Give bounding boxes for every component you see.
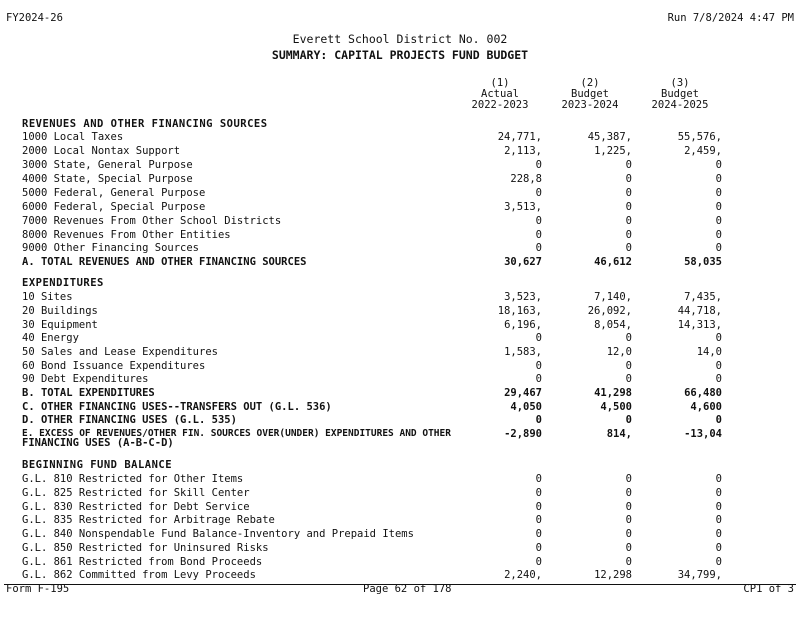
value-budget-prior: 0 xyxy=(625,242,632,254)
value-budget-current: 0 xyxy=(715,414,722,426)
value-actual: 24,771, xyxy=(497,131,542,143)
value-budget-current: 0 xyxy=(715,187,722,199)
column-type: Actual xyxy=(481,88,519,100)
value-actual: 0 xyxy=(535,528,542,540)
value-actual: 6,196, xyxy=(504,319,542,331)
row-label: B. TOTAL EXPENDITURES xyxy=(22,387,155,399)
value-budget-current: 34,799, xyxy=(677,569,722,581)
value-budget-current: 0 xyxy=(715,473,722,485)
value-budget-current: 7,435, xyxy=(684,291,722,303)
value-actual: 0 xyxy=(535,229,542,241)
value-budget-prior: 26,092, xyxy=(587,305,632,317)
section-title-fund-balance: BEGINNING FUND BALANCE xyxy=(22,459,173,471)
value-actual: 2,113, xyxy=(504,145,542,157)
value-budget-current: 0 xyxy=(715,501,722,513)
report-title: SUMMARY: CAPITAL PROJECTS FUND BUDGET xyxy=(271,48,529,62)
row-label-continued: FINANCING USES (A-B-C-D) xyxy=(22,437,174,449)
row-label: 1000 Local Taxes xyxy=(22,131,124,143)
value-budget-prior: 0 xyxy=(625,514,632,526)
value-actual: 0 xyxy=(535,215,542,227)
value-budget-current: 0 xyxy=(715,487,722,499)
value-budget-current: 0 xyxy=(715,332,722,344)
page-number: Page 62 of 178 xyxy=(363,583,452,595)
value-budget-prior: 0 xyxy=(625,487,632,499)
value-budget-current: 2,459, xyxy=(684,145,722,157)
value-actual: 2,240, xyxy=(504,569,542,581)
value-actual: 228,8 xyxy=(510,173,542,185)
column-year: 2022-2023 xyxy=(471,99,529,111)
value-budget-prior: 45,387, xyxy=(587,131,632,143)
run-date-label: Run 7/8/2024 4:47 PM xyxy=(667,12,794,24)
value-actual: 0 xyxy=(535,556,542,568)
value-actual: 4,050 xyxy=(510,401,542,413)
value-budget-current: 66,480 xyxy=(684,387,722,399)
value-actual: 3,513, xyxy=(504,201,542,213)
value-actual: 18,163, xyxy=(497,305,542,317)
value-actual: 0 xyxy=(535,360,542,372)
fiscal-year-label: FY2024-26 xyxy=(6,12,63,24)
value-budget-prior: 814, xyxy=(606,428,632,440)
row-label: G.L. 861 Restricted from Bond Proceeds xyxy=(22,556,263,568)
row-label: G.L. 840 Nonspendable Fund Balance-Inventory and Prepaid Items xyxy=(22,528,414,540)
row-label: 40 Energy xyxy=(22,332,79,344)
value-actual: 0 xyxy=(535,473,542,485)
value-budget-current: 0 xyxy=(715,201,722,213)
value-budget-prior: 7,140, xyxy=(594,291,632,303)
value-budget-current: 44,718, xyxy=(677,305,722,317)
value-budget-prior: 0 xyxy=(625,332,632,344)
value-budget-prior: 0 xyxy=(625,159,632,171)
column-number: (2) xyxy=(580,77,600,89)
row-label: G.L. 810 Restricted for Other Items xyxy=(22,473,244,485)
value-budget-current: 58,035 xyxy=(684,256,722,268)
value-actual: 30,627 xyxy=(504,256,542,268)
value-budget-current: 0 xyxy=(715,528,722,540)
value-actual: 29,467 xyxy=(504,387,542,399)
row-label: 90 Debt Expenditures xyxy=(22,373,149,385)
column-header-actual xyxy=(460,78,540,111)
value-budget-prior: 8,054, xyxy=(594,319,632,331)
value-budget-prior: 12,0 xyxy=(606,346,632,358)
value-budget-prior: 0 xyxy=(625,360,632,372)
value-budget-current: 0 xyxy=(715,373,722,385)
value-budget-prior: 0 xyxy=(625,473,632,485)
value-actual: 0 xyxy=(535,542,542,554)
value-budget-current: 14,313, xyxy=(677,319,722,331)
row-label: 60 Bond Issuance Expenditures xyxy=(22,360,206,372)
value-budget-current: 0 xyxy=(715,514,722,526)
column-type: Budget xyxy=(661,88,699,100)
value-budget-prior: 0 xyxy=(625,201,632,213)
value-budget-current: 0 xyxy=(715,159,722,171)
row-label: 9000 Other Financing Sources xyxy=(22,242,200,254)
row-label: A. TOTAL REVENUES AND OTHER FINANCING SOURCES xyxy=(22,256,307,268)
value-budget-current: 0 xyxy=(715,556,722,568)
value-actual: 0 xyxy=(535,159,542,171)
value-actual: 0 xyxy=(535,501,542,513)
form-number: Form F-195 xyxy=(6,583,70,595)
value-budget-current: 0 xyxy=(715,542,722,554)
value-actual: 0 xyxy=(535,414,542,426)
row-label: 30 Equipment xyxy=(22,319,98,331)
row-label: 6000 Federal, Special Purpose xyxy=(22,201,206,213)
row-label: 7000 Revenues From Other School Districts xyxy=(22,215,282,227)
column-header-budget-prior xyxy=(550,78,630,111)
value-actual: -2,890 xyxy=(504,428,542,440)
value-budget-prior: 41,298 xyxy=(594,387,632,399)
value-actual: 0 xyxy=(535,514,542,526)
value-actual: 0 xyxy=(535,242,542,254)
row-label: 3000 State, General Purpose xyxy=(22,159,193,171)
value-budget-current: 0 xyxy=(715,360,722,372)
row-label: E. EXCESS OF REVENUES/OTHER FIN. SOURCES OVER(UNDER) EXPENDITURES AND OTHER xyxy=(22,428,451,439)
row-label: G.L. 825 Restricted for Skill Center xyxy=(22,487,250,499)
value-budget-prior: 12,298 xyxy=(594,569,632,581)
value-budget-current: 0 xyxy=(715,173,722,185)
section-page: CP1 of 3 xyxy=(743,583,794,595)
value-budget-prior: 0 xyxy=(625,542,632,554)
value-actual: 0 xyxy=(535,373,542,385)
value-budget-prior: 46,612 xyxy=(594,256,632,268)
row-label: D. OTHER FINANCING USES (G.L. 535) xyxy=(22,414,237,426)
row-label: 20 Buildings xyxy=(22,305,98,317)
value-actual: 3,523, xyxy=(504,291,542,303)
row-label: G.L. 835 Restricted for Arbitrage Rebate xyxy=(22,514,275,526)
value-budget-current: 4,600 xyxy=(690,401,722,413)
value-budget-prior: 0 xyxy=(625,229,632,241)
value-budget-current: 0 xyxy=(715,229,722,241)
row-label: G.L. 830 Restricted for Debt Service xyxy=(22,501,250,513)
value-budget-prior: 0 xyxy=(625,556,632,568)
value-budget-prior: 0 xyxy=(625,501,632,513)
column-number: (1) xyxy=(490,77,510,89)
value-budget-prior: 0 xyxy=(625,528,632,540)
district-title: Everett School District No. 002 xyxy=(292,32,508,46)
value-budget-current: -13,04 xyxy=(684,428,722,440)
value-budget-prior: 0 xyxy=(625,173,632,185)
row-label: 50 Sales and Lease Expenditures xyxy=(22,346,218,358)
column-year: 2024-2025 xyxy=(651,99,709,111)
row-label: G.L. 850 Restricted for Uninsured Risks xyxy=(22,542,269,554)
value-budget-prior: 0 xyxy=(625,373,632,385)
row-label: 10 Sites xyxy=(22,291,73,303)
value-budget-prior: 0 xyxy=(625,187,632,199)
value-budget-prior: 0 xyxy=(625,215,632,227)
value-budget-current: 14,0 xyxy=(696,346,722,358)
value-budget-prior: 0 xyxy=(625,414,632,426)
column-number: (3) xyxy=(670,77,690,89)
row-label: 8000 Revenues From Other Entities xyxy=(22,229,231,241)
value-budget-current: 0 xyxy=(715,215,722,227)
value-budget-prior: 1,225, xyxy=(594,145,632,157)
value-actual: 0 xyxy=(535,187,542,199)
value-budget-prior: 4,500 xyxy=(600,401,632,413)
section-title-expenditures: EXPENDITURES xyxy=(22,277,104,289)
row-label: 2000 Local Nontax Support xyxy=(22,145,181,157)
value-actual: 0 xyxy=(535,487,542,499)
column-year: 2023-2024 xyxy=(561,99,619,111)
column-type: Budget xyxy=(571,88,609,100)
column-header-budget-current xyxy=(640,78,720,111)
section-title-revenues: REVENUES AND OTHER FINANCING SOURCES xyxy=(22,118,268,130)
value-actual: 0 xyxy=(535,332,542,344)
row-label: C. OTHER FINANCING USES--TRANSFERS OUT (G.L. 536) xyxy=(22,401,332,413)
row-label: G.L. 862 Committed from Levy Proceeds xyxy=(22,569,256,581)
row-label: 5000 Federal, General Purpose xyxy=(22,187,206,199)
value-budget-current: 55,576, xyxy=(677,131,722,143)
value-budget-current: 0 xyxy=(715,242,722,254)
value-actual: 1,583, xyxy=(504,346,542,358)
row-label: 4000 State, Special Purpose xyxy=(22,173,193,185)
